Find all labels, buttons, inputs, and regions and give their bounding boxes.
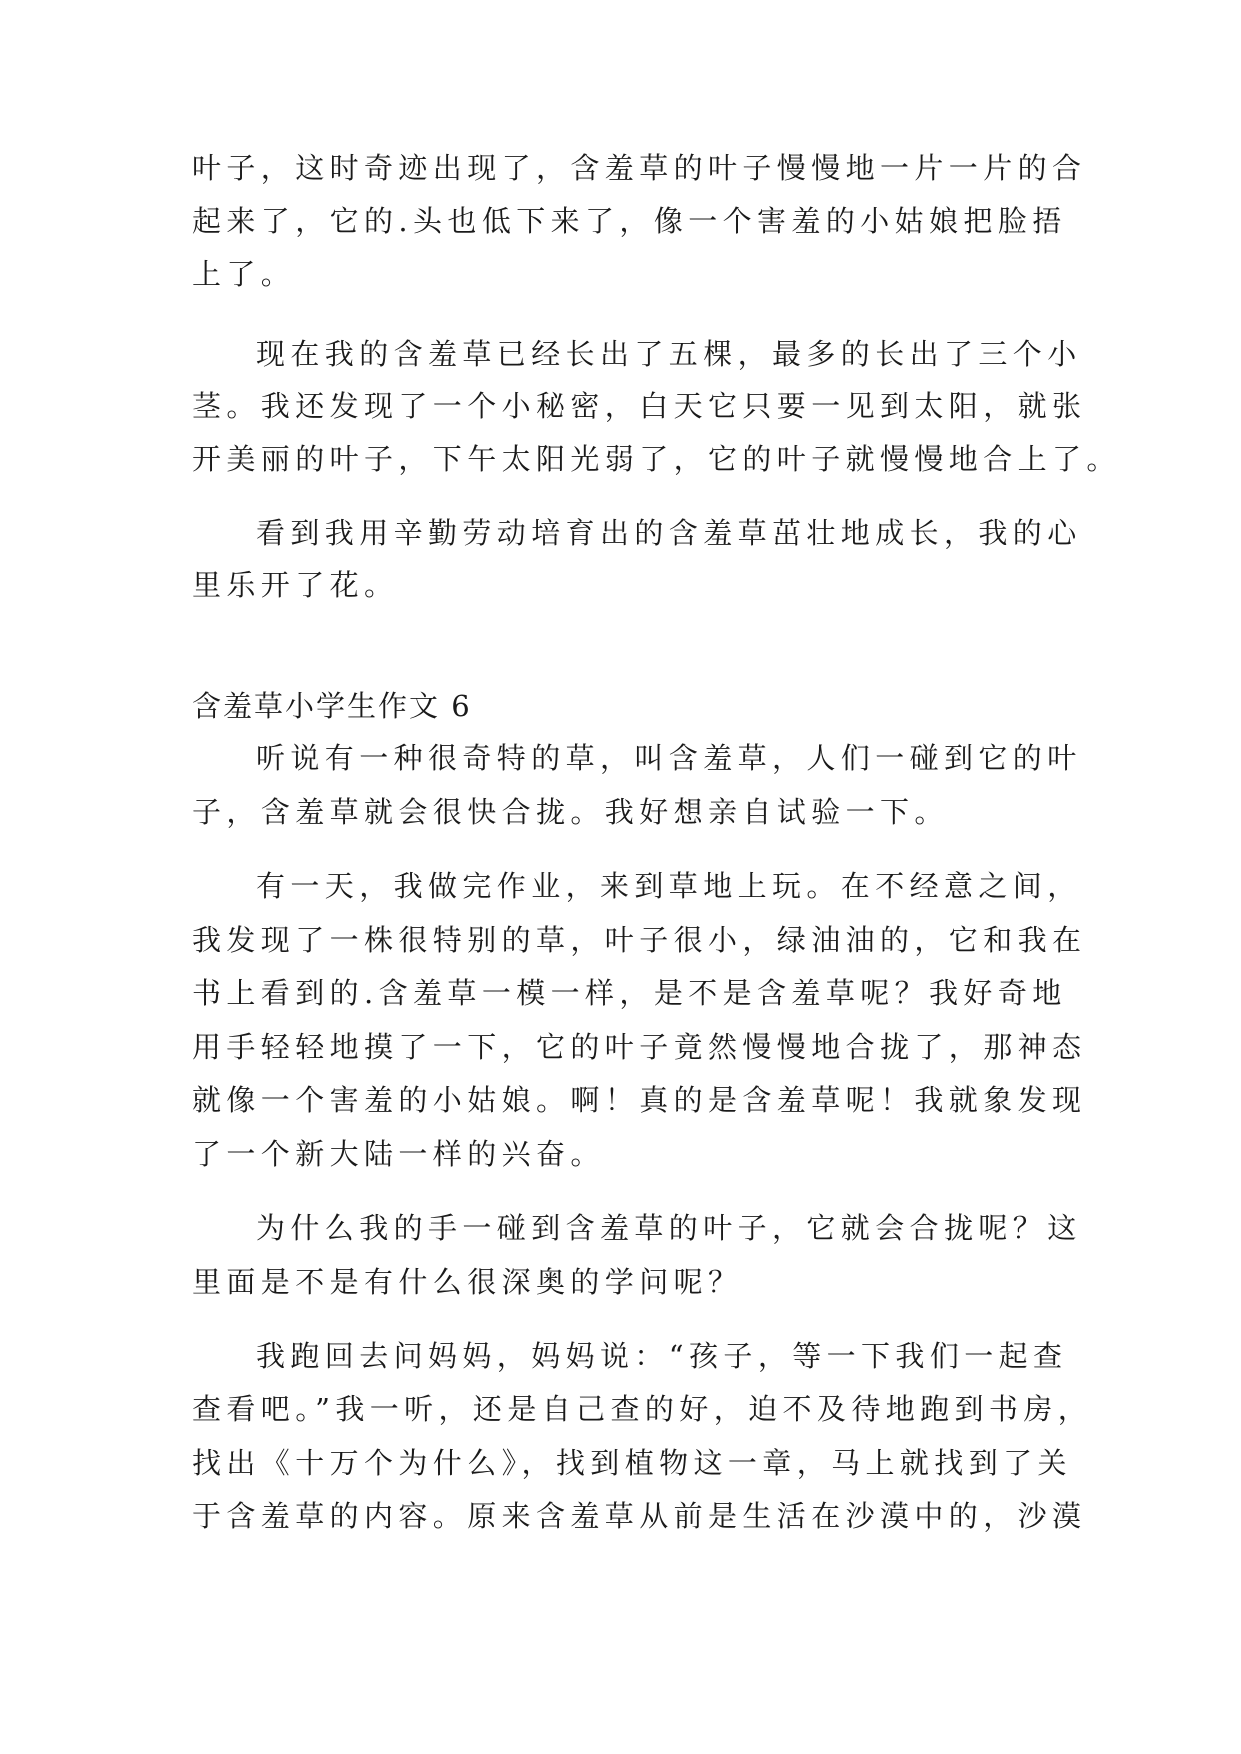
text-line: 子，含羞草就会很快合拢。我好想亲自试验一下。 <box>192 795 949 829</box>
text-line: 我发现了一株很特别的草，叶子很小，绿油油的，它和我在 <box>192 923 1087 957</box>
paragraph-first-line: 为什么我的手一碰到含羞草的叶子，它就会合拢呢？这 <box>256 1211 1082 1245</box>
text-line: 就像一个害羞的小姑娘。啊！真的是含羞草呢！我就象发现 <box>192 1083 1087 1117</box>
text-line: 找出《十万个为什么》，找到植物这一章，马上就找到了关 <box>192 1446 1072 1480</box>
text-line: 茎。我还发现了一个小秘密，白天它只要一见到太阳，就张 <box>192 389 1087 423</box>
text-line: 叶子，这时奇迹出现了，含羞草的叶子慢慢地一片一片的合 <box>192 151 1087 185</box>
paragraph-first-line: 看到我用辛勤劳动培育出的含羞草茁壮地成长，我的心 <box>256 516 1082 550</box>
text-line: 开美丽的叶子，下午太阳光弱了，它的叶子就慢慢地合上了。 <box>192 442 1121 476</box>
paragraph-first-line: 有一天，我做完作业，来到草地上玩。在不经意之间， <box>256 869 1082 903</box>
text-line: 上了。 <box>192 257 296 291</box>
text-line: 里面是不是有什么很深奥的学问呢？ <box>192 1265 743 1299</box>
section-heading: 含羞草小学生作文 6 <box>192 689 472 723</box>
text-line: 了一个新大陆一样的兴奋。 <box>192 1137 605 1171</box>
text-line: 查看吧。”我一听，还是自己查的好，迫不及待地跑到书房， <box>192 1392 1093 1426</box>
paragraph-first-line: 我跑回去问妈妈，妈妈说：“孩子，等一下我们一起查 <box>256 1339 1068 1373</box>
paragraph-first-line: 听说有一种很奇特的草，叫含羞草，人们一碰到它的叶 <box>256 741 1082 775</box>
text-line: 于含羞草的内容。原来含羞草从前是生活在沙漠中的，沙漠 <box>192 1499 1087 1533</box>
text-line: 起来了，它的.头也低下来了，像一个害羞的小姑娘把脸捂 <box>192 204 1067 238</box>
text-line: 用手轻轻地摸了一下，它的叶子竟然慢慢地合拢了，那神态 <box>192 1030 1087 1064</box>
text-line: 书上看到的.含羞草一模一样，是不是含羞草呢？我好奇地 <box>192 976 1067 1010</box>
paragraph-first-line: 现在我的含羞草已经长出了五棵，最多的长出了三个小 <box>256 337 1082 371</box>
text-line: 里乐开了花。 <box>192 568 399 602</box>
